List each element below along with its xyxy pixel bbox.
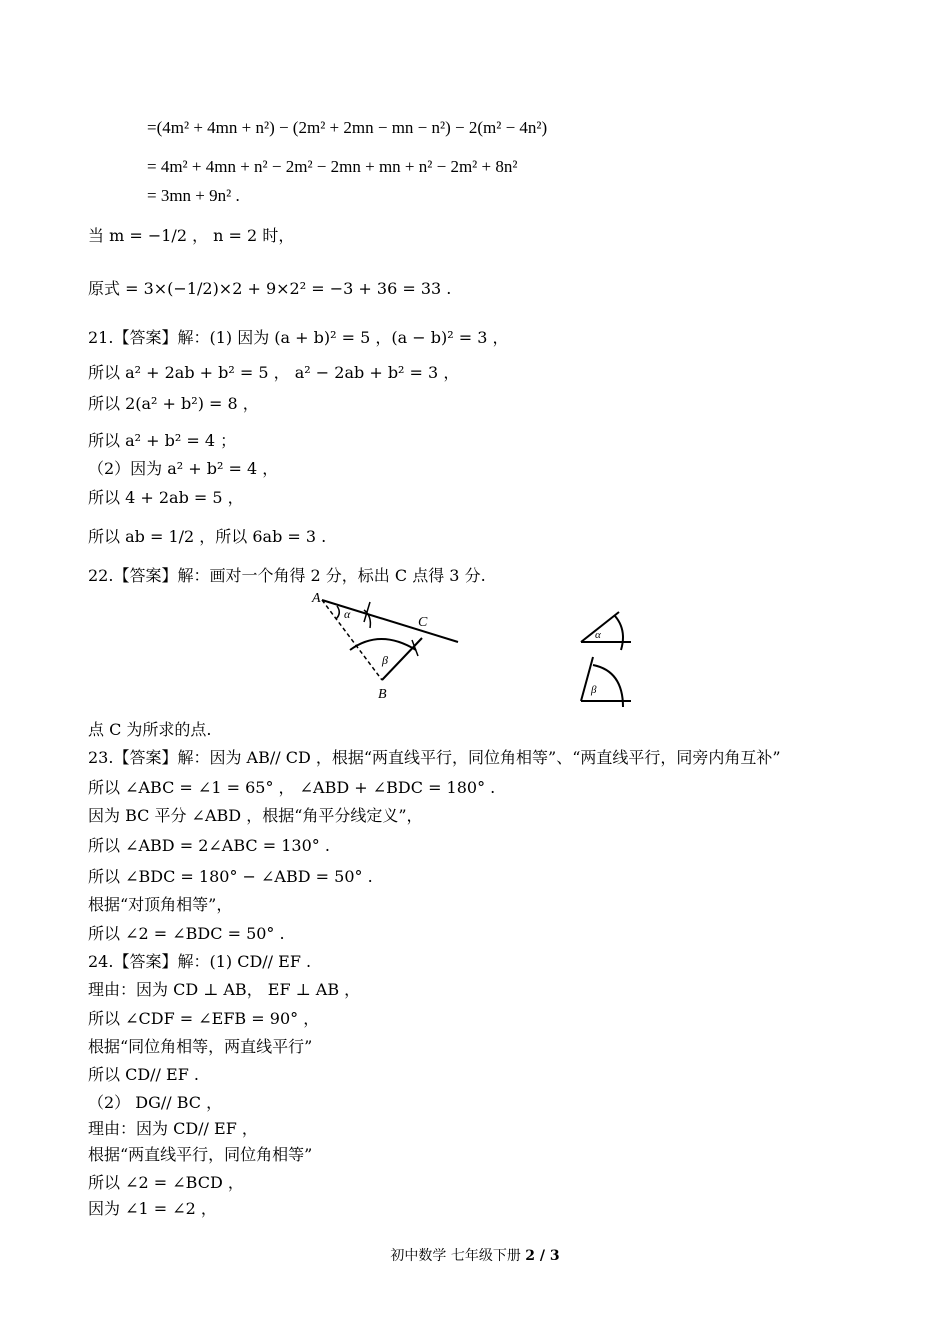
q21-line-5: （2）因为 a² + b² = 4 ，: [88, 459, 279, 478]
label-a: A: [312, 591, 321, 606]
page-footer: [0, 1245, 950, 1265]
given-angle-alpha: [575, 608, 635, 658]
footer-page-number: 2 / 3: [525, 1248, 560, 1264]
label-alpha: α: [344, 607, 351, 621]
q24-line-4: 根据“同位角相等，两直线平行”: [88, 1037, 313, 1056]
expression-line-1: =(4m² + 4mn + n²) − (2m² + 2mn − mn − n²) − 2(m² − 4n²): [147, 118, 548, 137]
q24-line-2: 理由：因为 CD ⊥ AB， EF ⊥ AB ，: [88, 980, 361, 999]
substitution-condition: 当 m = −1/2 ， n = 2 时，: [88, 226, 295, 245]
q23-line-7: 所以 ∠2 = ∠BDC = 50° .: [88, 924, 285, 943]
q22-line-1: 22.【答案】解：画对一个角得 2 分，标出 C 点得 3 分.: [88, 566, 486, 585]
q21-line-7: 所以 ab = 1/2 ，所以 6ab = 3 .: [88, 527, 327, 546]
q21-line-3: 所以 2(a² + b²) = 8 ，: [88, 394, 259, 413]
q23-line-4: 所以 ∠ABD = 2∠ABC = 130° .: [88, 836, 330, 855]
q21-line-2: 所以 a² + 2ab + b² = 5 ， a² − 2ab + b² = 3 ，: [88, 363, 460, 382]
svg-text:β: β: [591, 684, 597, 696]
expression-line-2: = 4m² + 4mn + n² − 2m² − 2mn + mn + n² − 2m² + 8n²: [147, 157, 518, 176]
tick-1: [364, 602, 370, 622]
construction-figure: [310, 588, 470, 718]
q24-line-1: 24.【答案】解：(1) CD// EF .: [88, 952, 312, 971]
q23-line-1: 23.【答案】解：因为 AB// CD ，根据“两直线平行，同位角相等”、“两直线平行，同旁内角互补”: [88, 748, 781, 767]
substitution-result: 原式 = 3×(−1/2)×2 + 9×2² = −3 + 36 = 33 .: [88, 279, 452, 298]
q23-line-2: 所以 ∠ABC = ∠1 = 65° ， ∠ABD + ∠BDC = 180° .: [88, 778, 496, 797]
q24-line-7: 理由：因为 CD// EF ，: [88, 1119, 258, 1138]
label-c: C: [418, 615, 428, 630]
q23-line-3: 因为 BC 平分 ∠ABD ，根据“角平分线定义”，: [88, 806, 423, 825]
expression-line-3: = 3mn + 9n² .: [147, 186, 240, 205]
arc-beta: [350, 639, 416, 650]
q21-line-4: 所以 a² + b² = 4 ；: [88, 431, 237, 450]
ray-bx: [382, 638, 422, 680]
label-b: B: [378, 687, 387, 702]
q24-line-8: 根据“两直线平行，同位角相等”: [88, 1145, 313, 1164]
q21-line-1: 21.【答案】解：(1) 因为 (a + b)² = 5 ，(a − b)² = 3 ，: [88, 328, 509, 347]
q23-line-6: 根据“对顶角相等”，: [88, 895, 233, 914]
q21-line-6: 所以 4 + 2ab = 5 ，: [88, 488, 244, 507]
q24-line-6: （2） DG// BC ，: [88, 1093, 223, 1112]
q24-line-3: 所以 ∠CDF = ∠EFB = 90° ，: [88, 1009, 320, 1028]
q24-line-10: 因为 ∠1 = ∠2 ，: [88, 1199, 217, 1218]
footer-subject: 初中数学 七年级下册: [390, 1248, 521, 1264]
label-beta: β: [382, 653, 388, 667]
given-angle-beta: [575, 655, 635, 715]
q22-line-2: 点 C 为所求的点.: [88, 720, 212, 739]
q24-line-9: 所以 ∠2 = ∠BCD ，: [88, 1173, 244, 1192]
arc-alpha: [336, 606, 339, 619]
svg-text:α: α: [595, 629, 601, 641]
ray-ac: [322, 600, 458, 642]
q23-line-5: 所以 ∠BDC = 180° − ∠ABD = 50° .: [88, 867, 373, 886]
q24-line-5: 所以 CD// EF .: [88, 1065, 199, 1084]
